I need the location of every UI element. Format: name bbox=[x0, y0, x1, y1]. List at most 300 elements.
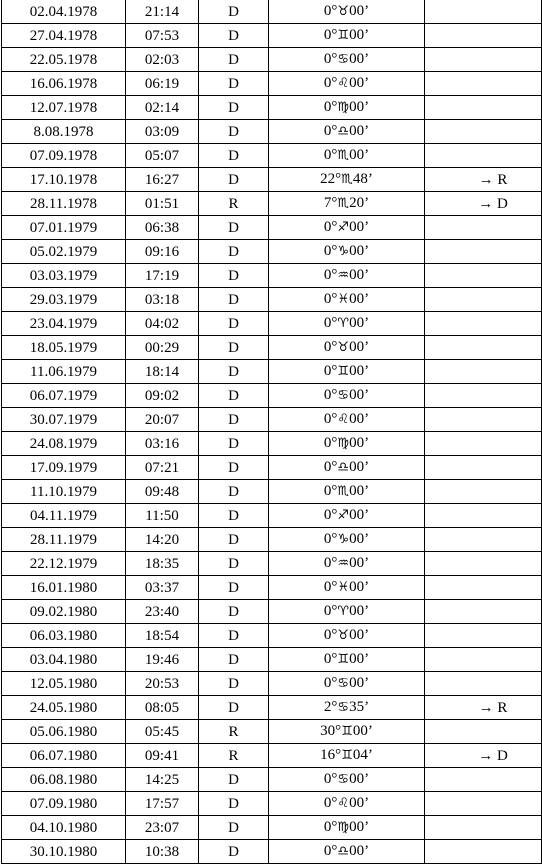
station-note-cell bbox=[425, 816, 542, 840]
position-cell bbox=[269, 192, 425, 216]
position-degrees: 0° bbox=[323, 315, 338, 331]
zodiac-sign-icon: ♏ bbox=[337, 196, 350, 211]
date-cell: 06.07.1980 bbox=[2, 744, 126, 768]
station-note-cell bbox=[425, 0, 542, 24]
position-cell bbox=[269, 552, 425, 576]
position-minutes: 00’ bbox=[349, 3, 370, 19]
station-note-cell bbox=[425, 144, 542, 168]
position-degrees: 0° bbox=[323, 579, 338, 595]
position-cell bbox=[269, 456, 425, 480]
position-minutes: 00’ bbox=[349, 51, 370, 67]
direction-cell: R bbox=[199, 720, 269, 744]
table-row bbox=[2, 768, 542, 792]
zodiac-sign-icon: ♊ bbox=[337, 652, 350, 667]
table-row bbox=[2, 552, 542, 576]
position-cell bbox=[269, 24, 425, 48]
time-cell: 03:09 bbox=[126, 120, 199, 144]
direction-cell: D bbox=[199, 624, 269, 648]
direction-cell: D bbox=[199, 696, 269, 720]
direction-cell: D bbox=[199, 504, 269, 528]
time-cell: 07:21 bbox=[126, 456, 199, 480]
table-row bbox=[2, 504, 542, 528]
station-note-cell bbox=[425, 264, 542, 288]
direction-cell: D bbox=[199, 72, 269, 96]
date-cell: 8.08.1978 bbox=[2, 120, 126, 144]
zodiac-sign-icon: ♉ bbox=[337, 340, 350, 355]
direction-cell: D bbox=[199, 576, 269, 600]
direction-cell: D bbox=[199, 840, 269, 864]
zodiac-sign-icon: ♉ bbox=[337, 4, 350, 19]
position-minutes: 00’ bbox=[349, 387, 370, 403]
direction-cell: D bbox=[199, 240, 269, 264]
position-minutes: 00’ bbox=[349, 579, 370, 595]
table-row bbox=[2, 168, 542, 192]
time-cell: 17:19 bbox=[126, 264, 199, 288]
date-cell: 12.05.1980 bbox=[2, 672, 126, 696]
date-cell: 16.06.1978 bbox=[2, 72, 126, 96]
position-degrees: 0° bbox=[323, 435, 338, 451]
direction-cell: D bbox=[199, 816, 269, 840]
zodiac-sign-icon: ♏ bbox=[337, 484, 350, 499]
station-note-cell bbox=[425, 624, 542, 648]
time-cell: 08:05 bbox=[126, 696, 199, 720]
position-degrees: 2° bbox=[323, 699, 338, 715]
position-minutes: 00’ bbox=[349, 435, 370, 451]
position-cell bbox=[269, 0, 425, 24]
station-note-cell: → R bbox=[425, 696, 542, 720]
station-note-cell bbox=[425, 840, 542, 864]
position-cell bbox=[269, 216, 425, 240]
station-note-cell: → D bbox=[425, 744, 542, 768]
direction-cell: D bbox=[199, 768, 269, 792]
time-cell: 14:20 bbox=[126, 528, 199, 552]
position-degrees: 0° bbox=[323, 843, 338, 859]
time-cell: 18:35 bbox=[126, 552, 199, 576]
time-cell: 06:19 bbox=[126, 72, 199, 96]
position-degrees: 0° bbox=[323, 75, 338, 91]
position-cell bbox=[269, 528, 425, 552]
time-cell: 17:57 bbox=[126, 792, 199, 816]
zodiac-sign-icon: ♋ bbox=[337, 700, 350, 715]
time-cell: 14:25 bbox=[126, 768, 199, 792]
position-degrees: 0° bbox=[323, 459, 338, 475]
position-minutes: 00’ bbox=[349, 411, 370, 427]
position-minutes: 00’ bbox=[349, 219, 370, 235]
direction-cell: D bbox=[199, 264, 269, 288]
position-minutes: 04’ bbox=[352, 747, 373, 763]
position-degrees: 0° bbox=[323, 147, 338, 163]
zodiac-sign-icon: ♊ bbox=[337, 364, 350, 379]
direction-cell: D bbox=[199, 96, 269, 120]
position-minutes: 00’ bbox=[349, 843, 370, 859]
date-cell: 06.07.1979 bbox=[2, 384, 126, 408]
time-cell: 23:40 bbox=[126, 600, 199, 624]
time-cell: 02:03 bbox=[126, 48, 199, 72]
zodiac-sign-icon: ♐ bbox=[337, 508, 350, 523]
table-row bbox=[2, 576, 542, 600]
time-cell: 02:14 bbox=[126, 96, 199, 120]
position-minutes: 00’ bbox=[349, 291, 370, 307]
date-cell: 07.09.1980 bbox=[2, 792, 126, 816]
zodiac-sign-icon: ♑ bbox=[337, 532, 350, 547]
zodiac-sign-icon: ♎ bbox=[337, 460, 350, 475]
table-row bbox=[2, 264, 542, 288]
table-row bbox=[2, 720, 542, 744]
position-minutes: 00’ bbox=[349, 555, 370, 571]
time-cell: 03:18 bbox=[126, 288, 199, 312]
time-cell: 01:51 bbox=[126, 192, 199, 216]
date-cell: 17.09.1979 bbox=[2, 456, 126, 480]
direction-cell: D bbox=[199, 600, 269, 624]
zodiac-sign-icon: ♍ bbox=[337, 436, 350, 451]
table-row bbox=[2, 312, 542, 336]
zodiac-sign-icon: ♏ bbox=[337, 148, 350, 163]
position-cell bbox=[269, 168, 425, 192]
zodiac-sign-icon: ♏ bbox=[341, 172, 353, 187]
position-minutes: 00’ bbox=[349, 483, 370, 499]
position-degrees: 0° bbox=[323, 51, 338, 67]
zodiac-sign-icon: ♌ bbox=[337, 76, 350, 91]
position-minutes: 00’ bbox=[349, 339, 370, 355]
zodiac-sign-icon: ♐ bbox=[337, 220, 350, 235]
direction-cell: D bbox=[199, 48, 269, 72]
position-minutes: 00’ bbox=[349, 795, 370, 811]
table-row bbox=[2, 120, 542, 144]
direction-cell: D bbox=[199, 408, 269, 432]
date-cell: 22.05.1978 bbox=[2, 48, 126, 72]
table-row bbox=[2, 792, 542, 816]
position-degrees: 0° bbox=[323, 483, 338, 499]
time-cell: 10:38 bbox=[126, 840, 199, 864]
station-note-cell bbox=[425, 48, 542, 72]
position-degrees: 0° bbox=[323, 507, 338, 523]
time-cell: 23:07 bbox=[126, 816, 199, 840]
direction-cell: D bbox=[199, 648, 269, 672]
direction-cell: D bbox=[199, 336, 269, 360]
time-cell: 05:45 bbox=[126, 720, 199, 744]
direction-cell: D bbox=[199, 0, 269, 24]
position-cell bbox=[269, 744, 425, 768]
station-note-cell bbox=[425, 768, 542, 792]
zodiac-sign-icon: ♎ bbox=[337, 844, 350, 859]
position-minutes: 20’ bbox=[349, 195, 370, 211]
position-cell bbox=[269, 624, 425, 648]
position-minutes: 00’ bbox=[349, 267, 370, 283]
direction-cell: D bbox=[199, 288, 269, 312]
direction-cell: D bbox=[199, 24, 269, 48]
position-degrees: 0° bbox=[323, 363, 338, 379]
station-note-cell bbox=[425, 672, 542, 696]
position-degrees: 0° bbox=[323, 219, 338, 235]
date-cell: 03.04.1980 bbox=[2, 648, 126, 672]
position-cell bbox=[269, 504, 425, 528]
station-note-cell: → R bbox=[425, 168, 542, 192]
position-minutes: 00’ bbox=[349, 75, 370, 91]
position-cell bbox=[269, 672, 425, 696]
position-minutes: 00’ bbox=[349, 819, 370, 835]
zodiac-sign-icon: ♊ bbox=[337, 28, 350, 43]
position-minutes: 00’ bbox=[349, 603, 370, 619]
direction-cell: R bbox=[199, 192, 269, 216]
direction-cell: D bbox=[199, 216, 269, 240]
position-minutes: 35’ bbox=[349, 699, 370, 715]
position-cell bbox=[269, 432, 425, 456]
position-cell bbox=[269, 144, 425, 168]
position-degrees: 0° bbox=[323, 387, 338, 403]
table-row bbox=[2, 288, 542, 312]
direction-cell: D bbox=[199, 528, 269, 552]
position-cell bbox=[269, 48, 425, 72]
zodiac-sign-icon: ♋ bbox=[337, 52, 350, 67]
station-note-cell: → D bbox=[425, 192, 542, 216]
position-cell bbox=[269, 816, 425, 840]
position-minutes: 00’ bbox=[349, 531, 370, 547]
position-degrees: 0° bbox=[323, 555, 338, 571]
position-degrees: 0° bbox=[323, 651, 338, 667]
position-cell bbox=[269, 600, 425, 624]
position-degrees: 0° bbox=[323, 411, 338, 427]
station-note-cell bbox=[425, 384, 542, 408]
position-degrees: 0° bbox=[323, 771, 338, 787]
position-minutes: 00’ bbox=[349, 507, 370, 523]
position-minutes: 00’ bbox=[349, 243, 370, 259]
position-minutes: 00’ bbox=[349, 147, 370, 163]
position-cell bbox=[269, 360, 425, 384]
zodiac-sign-icon: ♋ bbox=[337, 772, 350, 787]
date-cell: 29.03.1979 bbox=[2, 288, 126, 312]
date-cell: 12.07.1978 bbox=[2, 96, 126, 120]
position-cell bbox=[269, 648, 425, 672]
direction-cell: D bbox=[199, 480, 269, 504]
table-row bbox=[2, 672, 542, 696]
direction-cell: R bbox=[199, 744, 269, 768]
time-cell: 07:53 bbox=[126, 24, 199, 48]
date-cell: 22.12.1979 bbox=[2, 552, 126, 576]
time-cell: 03:37 bbox=[126, 576, 199, 600]
zodiac-sign-icon: ♉ bbox=[337, 628, 350, 643]
table-row bbox=[2, 72, 542, 96]
position-degrees: 30° bbox=[320, 723, 342, 739]
time-cell: 09:16 bbox=[126, 240, 199, 264]
position-degrees: 0° bbox=[323, 243, 338, 259]
position-cell bbox=[269, 696, 425, 720]
position-cell bbox=[269, 384, 425, 408]
date-cell: 05.06.1980 bbox=[2, 720, 126, 744]
position-cell bbox=[269, 336, 425, 360]
position-minutes: 00’ bbox=[349, 771, 370, 787]
station-note-cell bbox=[425, 288, 542, 312]
position-minutes: 00’ bbox=[349, 99, 370, 115]
direction-cell: D bbox=[199, 552, 269, 576]
date-cell: 16.01.1980 bbox=[2, 576, 126, 600]
zodiac-sign-icon: ♍ bbox=[337, 100, 350, 115]
position-degrees: 22° bbox=[320, 171, 342, 187]
zodiac-sign-icon: ♊ bbox=[341, 748, 353, 763]
position-cell bbox=[269, 840, 425, 864]
direction-cell: D bbox=[199, 672, 269, 696]
time-cell: 16:27 bbox=[126, 168, 199, 192]
direction-cell: D bbox=[199, 312, 269, 336]
position-degrees: 0° bbox=[323, 99, 338, 115]
direction-cell: D bbox=[199, 384, 269, 408]
position-degrees: 0° bbox=[323, 267, 338, 283]
position-degrees: 0° bbox=[323, 675, 338, 691]
station-note-cell bbox=[425, 96, 542, 120]
zodiac-sign-icon: ♑ bbox=[337, 244, 350, 259]
direction-cell: D bbox=[199, 360, 269, 384]
table-row bbox=[2, 696, 542, 720]
position-cell bbox=[269, 408, 425, 432]
date-cell: 30.10.1980 bbox=[2, 840, 126, 864]
date-cell: 05.02.1979 bbox=[2, 240, 126, 264]
date-cell: 06.08.1980 bbox=[2, 768, 126, 792]
position-minutes: 00’ bbox=[349, 675, 370, 691]
station-note-cell bbox=[425, 648, 542, 672]
table-row bbox=[2, 144, 542, 168]
time-cell: 00:29 bbox=[126, 336, 199, 360]
position-degrees: 0° bbox=[323, 3, 338, 19]
zodiac-sign-icon: ♌ bbox=[337, 412, 350, 427]
station-note-cell bbox=[425, 408, 542, 432]
direction-cell: D bbox=[199, 168, 269, 192]
date-cell: 17.10.1978 bbox=[2, 168, 126, 192]
station-note-cell bbox=[425, 216, 542, 240]
time-cell: 09:02 bbox=[126, 384, 199, 408]
position-degrees: 0° bbox=[323, 531, 338, 547]
station-note-cell bbox=[425, 552, 542, 576]
station-note-cell bbox=[425, 240, 542, 264]
position-degrees: 16° bbox=[320, 747, 342, 763]
table-row bbox=[2, 336, 542, 360]
date-cell: 11.10.1979 bbox=[2, 480, 126, 504]
time-cell: 20:07 bbox=[126, 408, 199, 432]
position-cell bbox=[269, 792, 425, 816]
table-row bbox=[2, 360, 542, 384]
position-minutes: 00’ bbox=[349, 459, 370, 475]
zodiac-sign-icon: ♋ bbox=[337, 388, 350, 403]
time-cell: 04:02 bbox=[126, 312, 199, 336]
date-cell: 09.02.1980 bbox=[2, 600, 126, 624]
table-row bbox=[2, 744, 542, 768]
table-row bbox=[2, 432, 542, 456]
direction-cell: D bbox=[199, 792, 269, 816]
position-minutes: 00’ bbox=[349, 363, 370, 379]
zodiac-sign-icon: ♈ bbox=[337, 316, 350, 331]
table-row bbox=[2, 600, 542, 624]
station-note-cell bbox=[425, 336, 542, 360]
zodiac-sign-icon: ♓ bbox=[337, 580, 350, 595]
table-row bbox=[2, 648, 542, 672]
table-row bbox=[2, 48, 542, 72]
date-cell: 03.03.1979 bbox=[2, 264, 126, 288]
zodiac-sign-icon: ♈ bbox=[337, 604, 350, 619]
station-note-cell bbox=[425, 120, 542, 144]
direction-cell: D bbox=[199, 432, 269, 456]
date-cell: 11.06.1979 bbox=[2, 360, 126, 384]
time-cell: 21:14 bbox=[126, 0, 199, 24]
position-cell bbox=[269, 768, 425, 792]
station-note-cell bbox=[425, 792, 542, 816]
direction-cell: D bbox=[199, 456, 269, 480]
position-degrees: 0° bbox=[323, 627, 338, 643]
date-cell: 28.11.1978 bbox=[2, 192, 126, 216]
position-degrees: 0° bbox=[323, 819, 338, 835]
station-note-cell bbox=[425, 576, 542, 600]
time-cell: 18:14 bbox=[126, 360, 199, 384]
station-note-cell bbox=[425, 72, 542, 96]
ephemeris-table-body bbox=[2, 0, 542, 864]
position-minutes: 00’ bbox=[349, 27, 370, 43]
date-cell: 30.07.1979 bbox=[2, 408, 126, 432]
zodiac-sign-icon: ♍ bbox=[337, 820, 350, 835]
time-cell: 05:07 bbox=[126, 144, 199, 168]
time-cell: 20:53 bbox=[126, 672, 199, 696]
position-minutes: 00’ bbox=[352, 723, 373, 739]
table-row bbox=[2, 192, 542, 216]
table-row bbox=[2, 24, 542, 48]
zodiac-sign-icon: ♌ bbox=[337, 796, 350, 811]
time-cell: 19:46 bbox=[126, 648, 199, 672]
position-cell bbox=[269, 480, 425, 504]
ephemeris-table bbox=[1, 0, 542, 864]
position-minutes: 00’ bbox=[349, 627, 370, 643]
date-cell: 02.04.1978 bbox=[2, 0, 126, 24]
station-note-cell bbox=[425, 456, 542, 480]
zodiac-sign-icon: ♒ bbox=[337, 556, 350, 571]
time-cell: 09:41 bbox=[126, 744, 199, 768]
table-row bbox=[2, 96, 542, 120]
table-row bbox=[2, 840, 542, 864]
zodiac-sign-icon: ♒ bbox=[337, 268, 350, 283]
date-cell: 27.04.1978 bbox=[2, 24, 126, 48]
table-row bbox=[2, 408, 542, 432]
time-cell: 11:50 bbox=[126, 504, 199, 528]
station-note-cell bbox=[425, 480, 542, 504]
station-note-cell bbox=[425, 600, 542, 624]
position-minutes: 48’ bbox=[352, 171, 373, 187]
station-note-cell bbox=[425, 360, 542, 384]
date-cell: 28.11.1979 bbox=[2, 528, 126, 552]
table-row bbox=[2, 480, 542, 504]
station-note-cell bbox=[425, 528, 542, 552]
date-cell: 23.04.1979 bbox=[2, 312, 126, 336]
zodiac-sign-icon: ♓ bbox=[337, 292, 350, 307]
position-cell bbox=[269, 576, 425, 600]
station-note-cell bbox=[425, 24, 542, 48]
position-degrees: 0° bbox=[323, 27, 338, 43]
time-cell: 18:54 bbox=[126, 624, 199, 648]
date-cell: 04.10.1980 bbox=[2, 816, 126, 840]
date-cell: 24.05.1980 bbox=[2, 696, 126, 720]
table-row bbox=[2, 456, 542, 480]
position-minutes: 00’ bbox=[349, 651, 370, 667]
position-cell bbox=[269, 72, 425, 96]
station-note-cell bbox=[425, 432, 542, 456]
position-cell bbox=[269, 312, 425, 336]
position-degrees: 7° bbox=[323, 195, 338, 211]
time-cell: 09:48 bbox=[126, 480, 199, 504]
position-cell bbox=[269, 120, 425, 144]
station-note-cell bbox=[425, 312, 542, 336]
position-cell bbox=[269, 96, 425, 120]
station-note-cell bbox=[425, 720, 542, 744]
position-degrees: 0° bbox=[323, 123, 338, 139]
table-row bbox=[2, 384, 542, 408]
zodiac-sign-icon: ♎ bbox=[337, 124, 350, 139]
position-degrees: 0° bbox=[323, 291, 338, 307]
table-row bbox=[2, 528, 542, 552]
date-cell: 04.11.1979 bbox=[2, 504, 126, 528]
